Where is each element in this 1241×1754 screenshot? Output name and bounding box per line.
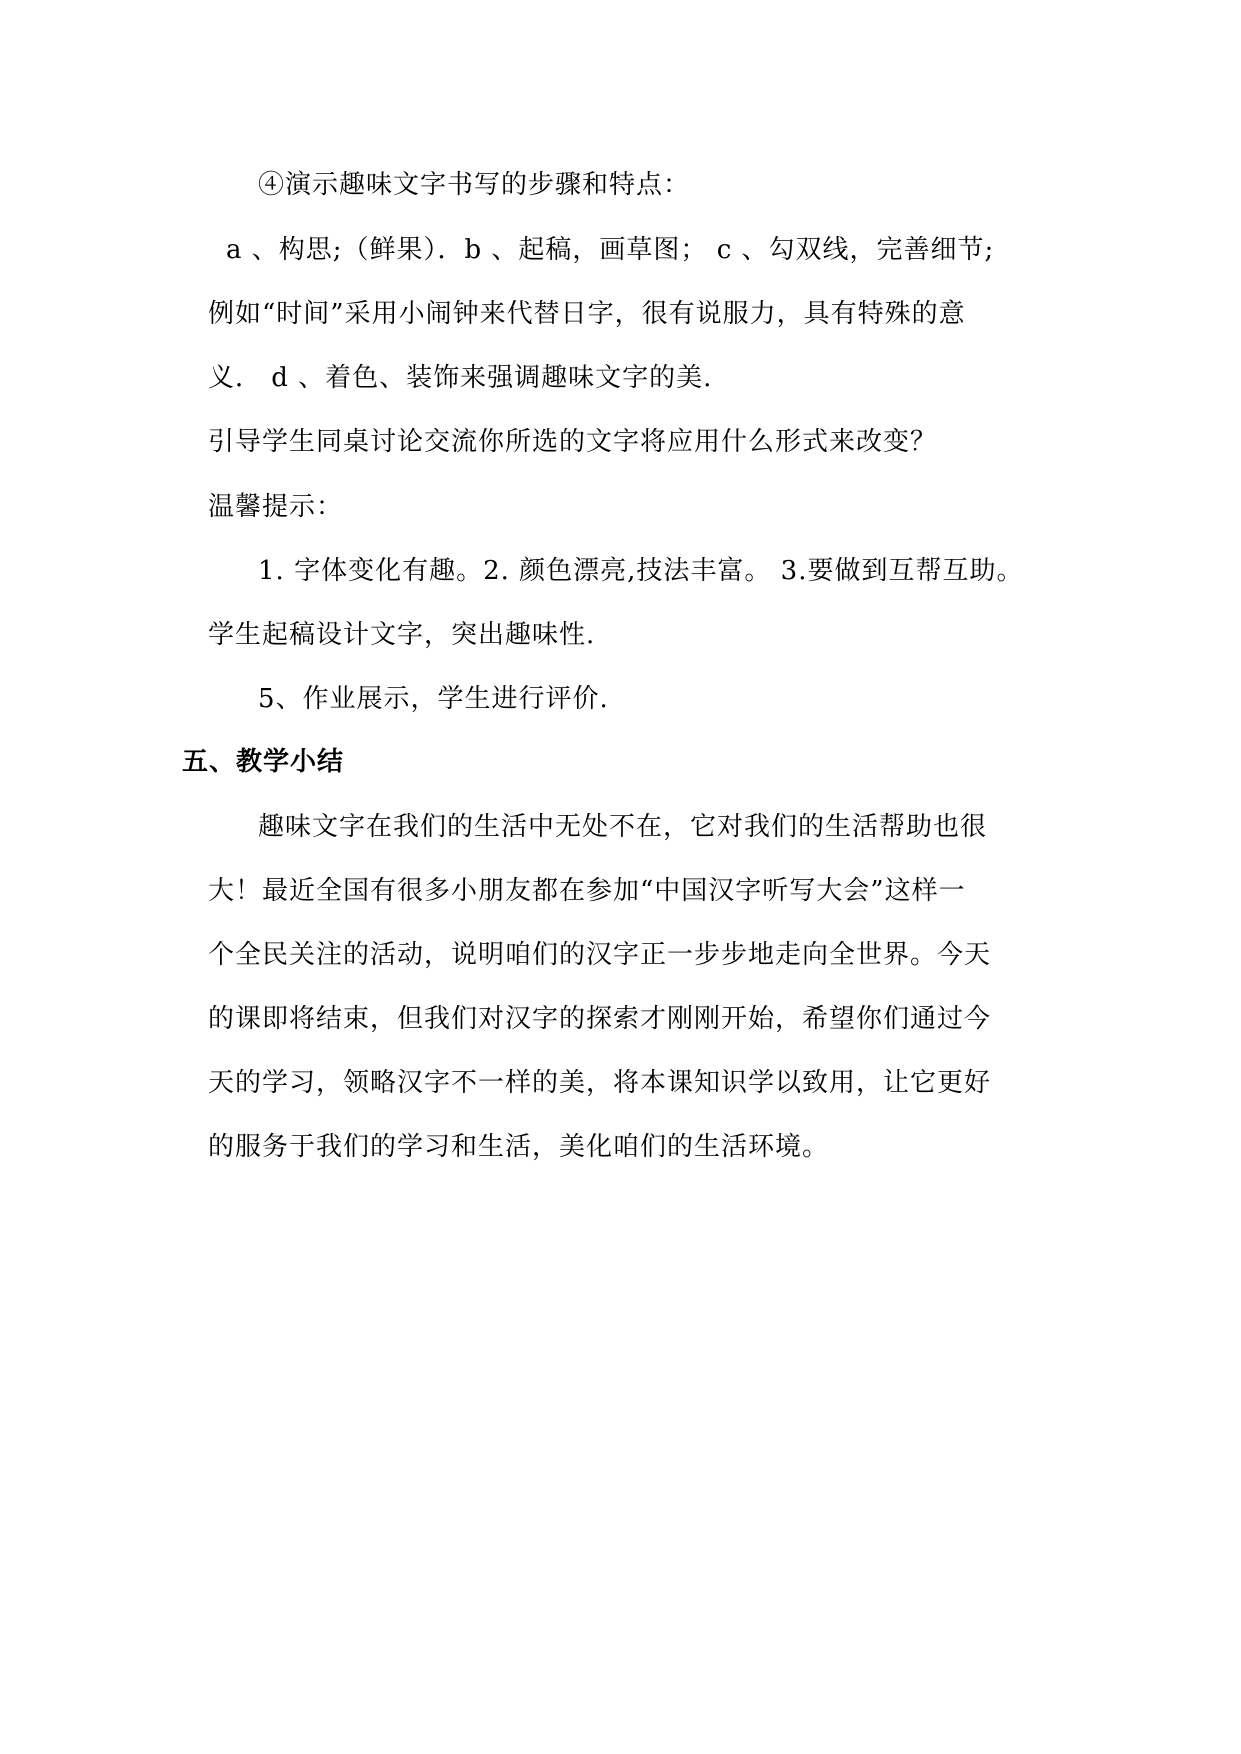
- section5-heading: 五、教学小结: [182, 747, 345, 777]
- summary-line-6: 的服务于我们的学习和生活，美化咱们的生活环境。: [208, 1132, 830, 1162]
- guide-text: 引导学生同桌讨论交流你所选的文字将应用什么形式来改变？: [208, 427, 938, 457]
- step4-title: ④演示趣味文字书写的步骤和特点：: [258, 170, 691, 200]
- summary-line-4: 的课即将结束，但我们对汉字的探索才刚刚开始，希望你们通过今: [208, 1004, 992, 1034]
- tips-list: 1. 字体变化有趣。2. 颜色漂亮,技法丰富。 3.要做到互帮互助。: [258, 556, 1024, 586]
- step4-line-2: 例如“时间”采用小闹钟来代替日字，很有说服力，具有特殊的意: [208, 299, 966, 329]
- step4-line-3: 义． d 、着色、装饰来强调趣味文字的美.: [208, 363, 713, 393]
- summary-line-1: 趣味文字在我们的生活中无处不在，它对我们的生活帮助也很: [258, 812, 988, 842]
- summary-line-2: 大！最近全国有很多小朋友都在参加“中国汉字听写大会”这样一: [208, 876, 966, 906]
- summary-line-5: 天的学习，领略汉字不一样的美，将本课知识学以致用，让它更好: [208, 1068, 992, 1098]
- draft-text: 学生起稿设计文字，突出趣味性.: [208, 620, 596, 650]
- step4-line-1: a 、构思;（鲜果）．b 、起稿，画草图； c 、勾双线，完善细节;: [226, 235, 995, 265]
- tips-label: 温馨提示：: [208, 492, 344, 522]
- summary-line-3: 个全民关注的活动，说明咱们的汉字正一步步地走向全世界。今天: [208, 940, 992, 970]
- step5-text: 5、作业展示，学生进行评价.: [258, 684, 609, 714]
